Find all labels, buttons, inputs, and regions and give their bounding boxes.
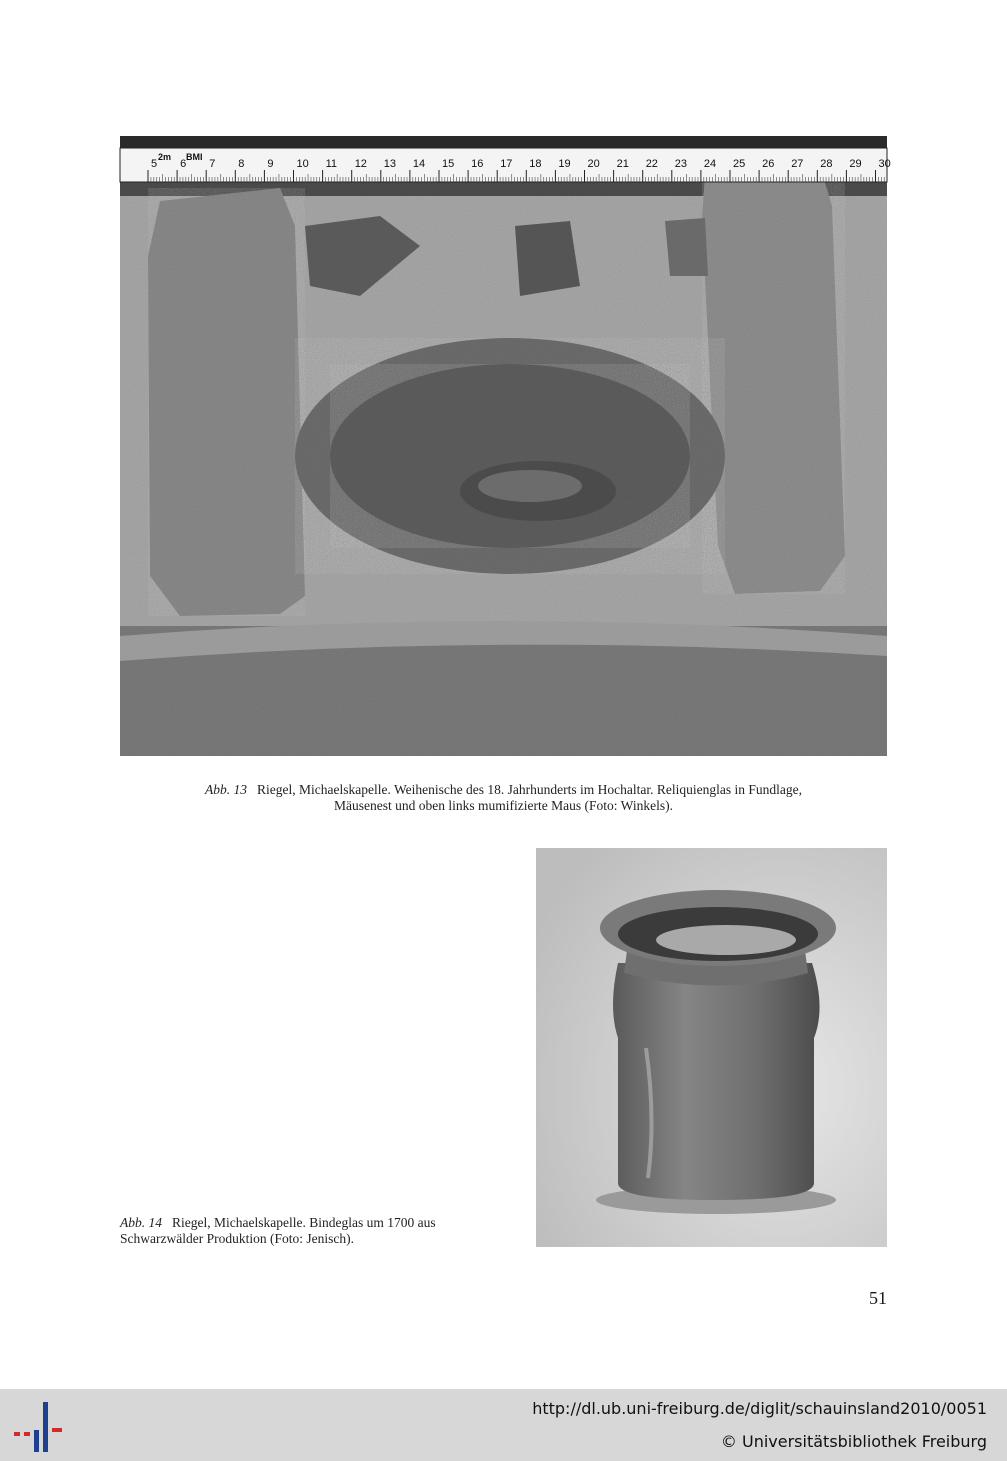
figure-14-caption-line1: Riegel, Michaelskapelle. Bindeglas um 1700 aus bbox=[172, 1215, 436, 1230]
figure-14-photo bbox=[536, 848, 887, 1247]
ruler-tick-label: 23 bbox=[674, 158, 688, 170]
footer-copyright: © Universitätsbibliothek Freiburg bbox=[720, 1432, 987, 1451]
ruler-tick-label: 7 bbox=[209, 158, 216, 170]
ruler-tick-label: 16 bbox=[471, 158, 484, 170]
ruler-tick-label: 14 bbox=[412, 158, 426, 170]
figure-13-caption-line1: Riegel, Michaelskapelle. Weihenische des 18. Jahrhunderts im Hochaltar. Reliquienglas in Fundlage, bbox=[257, 782, 802, 797]
ruler-tick-label: 5 bbox=[151, 158, 158, 170]
ruler-tick-label: 29 bbox=[849, 158, 862, 170]
ruler-tick-label: 22 bbox=[645, 158, 658, 170]
ruler-tick-label: 6 bbox=[180, 158, 187, 170]
figure-14-caption-line2: Schwarzwälder Produktion (Foto: Jenisch). bbox=[120, 1231, 354, 1246]
ruler-tick-label: 26 bbox=[762, 158, 775, 170]
ruler-tick-label: 25 bbox=[733, 158, 746, 170]
ruler-tick-label: 17 bbox=[500, 158, 513, 170]
jar-photo-illustration bbox=[536, 848, 887, 1247]
ruler-tick-label: 27 bbox=[791, 158, 804, 170]
figure-13-photo bbox=[120, 136, 891, 756]
ruler-tick-label: 9 bbox=[267, 158, 274, 170]
ruler-tick-label: 19 bbox=[558, 158, 571, 170]
ruler-tick-label: 28 bbox=[820, 158, 833, 170]
ruler-tick-label: 18 bbox=[529, 158, 542, 170]
figure-13-label: Abb. 13 bbox=[205, 782, 248, 797]
ruler-tick-label: 24 bbox=[703, 158, 717, 170]
niche-photo-illustration bbox=[120, 136, 891, 756]
ruler-mark: 2m bbox=[158, 152, 172, 162]
footer-url-link[interactable]: http://dl.ub.uni-freiburg.de/diglit/schauinsland2010/0051 bbox=[532, 1399, 987, 1418]
figure-13-caption bbox=[120, 782, 887, 814]
figure-14-label: Abb. 14 bbox=[120, 1215, 162, 1230]
figure-14-caption bbox=[120, 1215, 520, 1247]
ruler-tick-label: 13 bbox=[383, 158, 397, 170]
page-number: 51 bbox=[869, 1288, 887, 1308]
ruler-tick-label: 11 bbox=[325, 158, 338, 170]
ruler-tick-label: 20 bbox=[587, 158, 600, 170]
ruler-tick-label: 12 bbox=[354, 158, 367, 170]
ruler-mark: BMI bbox=[186, 152, 203, 162]
ruler-tick-label: 10 bbox=[296, 158, 309, 170]
ruler-tick-label: 21 bbox=[616, 158, 629, 170]
ruler-tick-label: 30 bbox=[878, 158, 891, 170]
figure-13-caption-line2: Mäusenest und oben links mumifizierte Maus (Foto: Winkels). bbox=[334, 798, 673, 813]
ruler-tick-label: 8 bbox=[238, 158, 245, 170]
ruler-tick-label: 15 bbox=[442, 158, 455, 170]
ub-freiburg-logo-icon bbox=[14, 1402, 62, 1452]
